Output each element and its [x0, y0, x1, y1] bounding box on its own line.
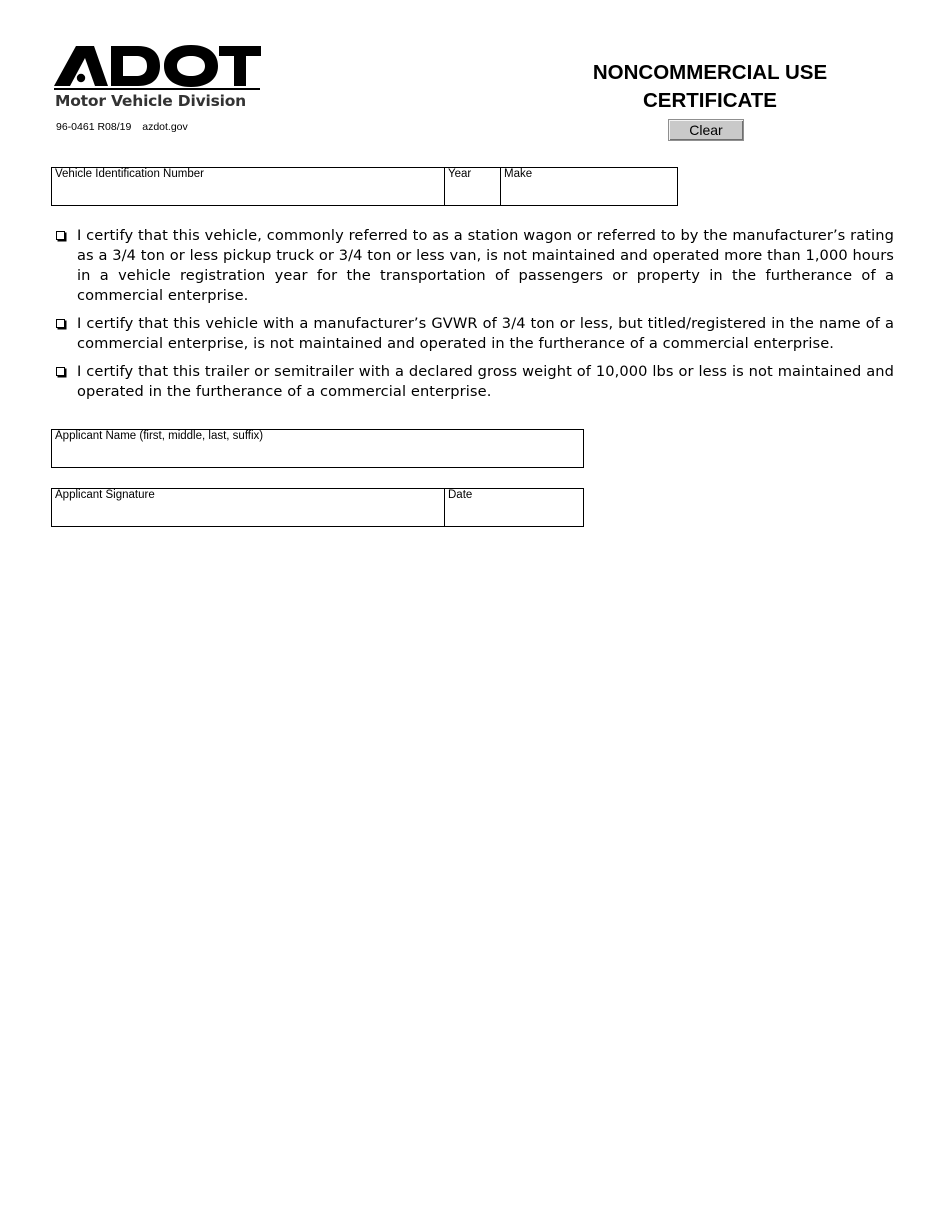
form-code — [56, 121, 196, 133]
statement-2-text: I certify that this vehicle with a manufacturer’s GVWR of 3/4 ton or less, but titled/registered in the name of a commercial enterprise, is not maintained and operated in the furtherance of a commercial enterprise. — [77, 315, 894, 352]
signature-input[interactable] — [54, 506, 442, 524]
date-field — [444, 489, 583, 526]
make-field — [500, 168, 677, 205]
applicant-name-field — [52, 430, 583, 467]
statement-3-checkbox[interactable] — [56, 367, 65, 376]
applicant-name-row — [51, 429, 584, 468]
adot-logo — [54, 44, 264, 110]
certification-statements — [56, 226, 894, 410]
year-field — [444, 168, 500, 205]
website-text: azdot.gov — [142, 121, 188, 133]
clear-button[interactable]: Clear — [668, 119, 744, 141]
page-title — [560, 59, 860, 115]
make-label: Make — [504, 168, 533, 180]
signature-label: Applicant Signature — [55, 489, 155, 501]
vin-label: Vehicle Identification Number — [55, 168, 204, 180]
year-label: Year — [448, 168, 472, 180]
logo-subtitle: Motor Vehicle Division — [55, 92, 247, 110]
applicant-name-label: Applicant Name (first, middle, last, suffix) — [55, 430, 264, 442]
title-line-1: NONCOMMERCIAL USE — [592, 61, 828, 84]
statement-2-checkbox[interactable] — [56, 319, 65, 328]
statement-commercial-title — [56, 314, 894, 354]
form-number: 96-0461 R08/19 — [56, 121, 132, 133]
statement-1-text: I certify that this vehicle, commonly referred to as a station wagon or referred to by the manufacturer’s rating as a 3/4 ton or less pickup truck or 3/4 ton or less van, is not maintained and operated more than 1,000 hours in a vehicle registration year for the transportation of passengers or property in the furtherance of a commercial enterprise. — [77, 227, 894, 304]
applicant-name-input[interactable] — [54, 447, 581, 465]
year-input[interactable] — [447, 185, 498, 203]
statement-trailer — [56, 362, 894, 402]
logo-underline — [54, 88, 260, 90]
make-input[interactable] — [503, 185, 675, 203]
statement-station-wagon — [56, 226, 894, 306]
title-line-2: CERTIFICATE — [642, 89, 777, 112]
statement-3-text: I certify that this trailer or semitrailer with a declared gross weight of 10,000 lbs or less is not maintained and operated in the furtherance of a commercial enterprise. — [77, 363, 894, 400]
vin-field — [52, 168, 444, 205]
vin-input[interactable] — [54, 185, 442, 203]
signature-field — [52, 489, 444, 526]
vehicle-info-row — [51, 167, 678, 206]
signature-date-row — [51, 488, 584, 527]
date-label: Date — [448, 489, 473, 501]
adot-logo-wordmark — [54, 44, 262, 88]
date-input[interactable] — [447, 506, 581, 524]
statement-1-checkbox[interactable] — [56, 231, 65, 240]
